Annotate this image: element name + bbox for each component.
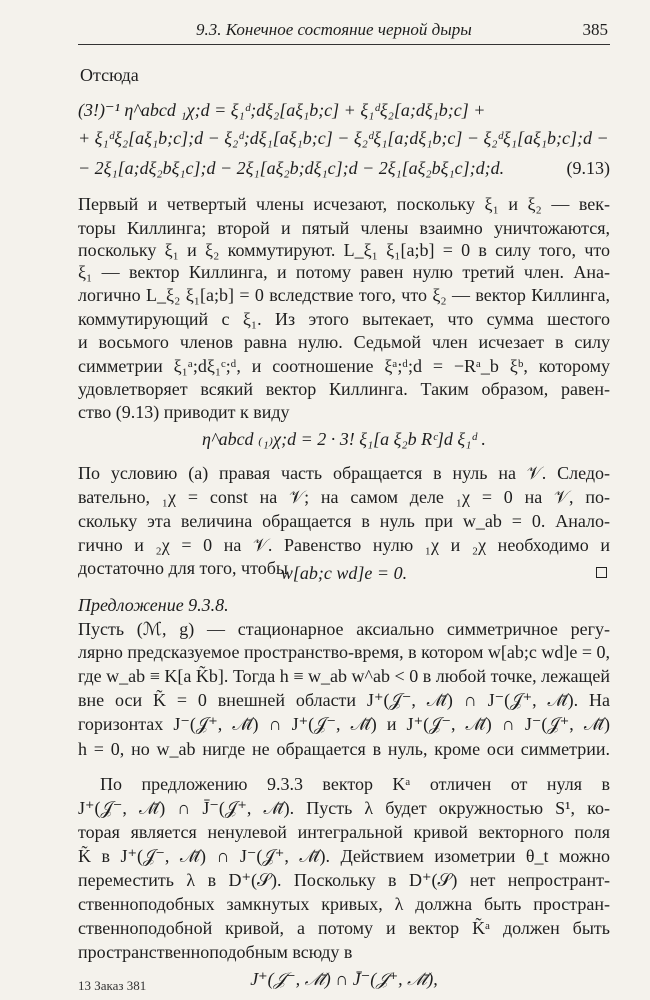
p2-line-1: По условию (а) правая часть обращается в нуль на 𝒱. Следо-: [78, 463, 610, 483]
p1-line-5: логично L_ξ₂ ξ₁[a;b] = 0 вследствие того, что ξ₂ — вектор Киллинга,: [78, 285, 610, 305]
p1-line-1: Первый и четвертый члены исчезают, поскольку ξ₁ и ξ₂ — век-: [78, 194, 610, 214]
p4-line-1: По предложению 9.3.3 вектор Kᵃ отличен от нуля в: [100, 774, 610, 794]
equation-line-3-text: − 2ξ₁[a;dξ₂bξ₁c];d − 2ξ₁[aξ₂b;dξ₁c];d − 2ξ₁[aξ₂bξ₁c];d;d.: [78, 158, 505, 178]
p3-line-2: лярно предсказуемое пространство-время, в котором w[ab;c wd]e = 0,: [78, 642, 610, 662]
equation-line-3: [78, 157, 610, 179]
p1-line-9: удовлетворяет всякий вектор Киллинга. Таким образом, равен-: [78, 379, 610, 399]
p4-line-5: переместить λ в D⁺(𝒮). Поскольку в D⁺(𝒮) нет непространт-: [78, 870, 610, 890]
p4-line-4: K̃ в J⁺(𝒥⁻, ℳ̄) ∩ J⁻(𝒥⁺, ℳ̄). Действием изометрии θ_t можно: [78, 846, 610, 866]
p3-line-5: горизонтах J⁻(𝒥⁺, ℳ̄) ∩ J⁺(𝒥⁻, ℳ̄) и J⁺(𝒥⁻, ℳ̄) ∩ J⁻(𝒥⁺, ℳ̄): [78, 714, 610, 734]
p4-line-7: ственноподобной кривой, а потому и вектор K̃ᵃ должен быть: [78, 918, 610, 938]
p1-line-10: ство (9.13) приводит к виду: [78, 402, 290, 422]
p1-line-2: торы Киллинга; второй и пятый члены взаимно уничтожаются,: [78, 218, 610, 238]
p3-line-6: h = 0, но w_ab нигде не обращается в нуль, кроме оси симметрии.: [78, 739, 610, 759]
equation-number: (9.13): [566, 158, 610, 178]
p4-line-8: пространственноподобным всюду в: [78, 942, 353, 962]
otsyuda-text: Отсюда: [80, 65, 139, 85]
p1-line-7: и восьмого членов равна нулю. Седьмой член исчезает в силу: [78, 332, 610, 352]
page-number: 385: [582, 20, 608, 39]
p3-line-1: Пусть (ℳ, g) — стационарное аксиально симметричное регу-: [78, 619, 610, 639]
p1-line-4: ξ₁ — вектор Киллинга, и потому равен нулю третий член. Ана-: [78, 262, 610, 282]
p4-line-3: торая является ненулевой интегральной кривой векторного поля: [78, 822, 610, 842]
p4-line-6: ственноподобных замкнутых кривых, λ должна быть простран-: [78, 894, 610, 914]
p4-line-2: J⁺(𝒥⁻, ℳ̄) ∩ J̄⁻(𝒥⁺, ℳ̄). Пусть λ будет окружностью S¹, ко-: [78, 798, 610, 818]
p2-line-4: гично и ₂χ = 0 на 𝒱. Равенство нулю ₁χ и ₂χ необходимо и: [78, 535, 610, 555]
equation-3: w[ab;c wd]e = 0.: [280, 563, 408, 583]
signature-mark: 13 Заказ 381: [78, 978, 147, 993]
running-head: [78, 18, 610, 45]
p2-line-3: скольку эта величина обращается в нуль при w_ab = 0. Анало-: [78, 511, 610, 531]
p3-line-3: где w_ab ≡ K[a K̃b]. Тогда h ≡ w_ab w^ab < 0 в любой точке, лежащей: [78, 666, 610, 686]
p1-line-3: поскольку ξ₁ и ξ₂ коммутируют. L_ξ₁ ξ₁[a;b] = 0 в силу того, что: [78, 240, 610, 260]
p1-line-8: симметрии ξ₁ᵃ;dξ₁ᶜ;ᵈ, и соотношение ξᵃ;ᵈ;d = −Rᵃ_b ξᵇ, которому: [78, 356, 610, 376]
p3-line-4: вне оси K̃ = 0 внешней области J⁺(𝒥⁻, ℳ̄) ∩ J⁻(𝒥⁺, ℳ̄). На: [78, 690, 610, 710]
p1-line-6: коммутирующий с ξ₁. Из этого вытекает, что сумма шестого: [78, 309, 610, 329]
equation-line-2: + ξ₁ᵈξ₂[aξ₁b;c];d − ξ₂ᵈ;dξ₁[aξ₁b;c] − ξ₂ᵈξ₁[a;dξ₁b;c] − ξ₂ᵈξ₁[aξ₁b;c];d −: [78, 128, 609, 148]
section-title: 9.3. Конечное состояние черной дыры: [196, 20, 472, 39]
equation-2: η^abcd ₍₁₎χ;d = 2 · 3! ξ₁[a ξ₂b Rᶜ]d ξ₁ᵈ .: [202, 429, 486, 449]
equation-line-1: (3!)⁻¹ η^abcd ₁χ;d = ξ₁ᵈ;dξ₂[aξ₁b;c] + ξ₁ᵈξ₂[a;dξ₁b;c] +: [78, 100, 486, 120]
p2-line-2: вательно, ₁χ = const на 𝒱; на самом деле ₁χ = 0 на 𝒱, по-: [78, 487, 610, 507]
equation-4: J⁺(𝒥⁻, ℳ̄) ∩ J̄⁻(𝒥⁺, ℳ̄),: [250, 969, 438, 989]
qed-square-icon: [596, 567, 607, 578]
proposition-title: Предложение 9.3.8.: [78, 595, 229, 615]
p2-line-5: достаточно для того, чтобы: [78, 558, 288, 578]
